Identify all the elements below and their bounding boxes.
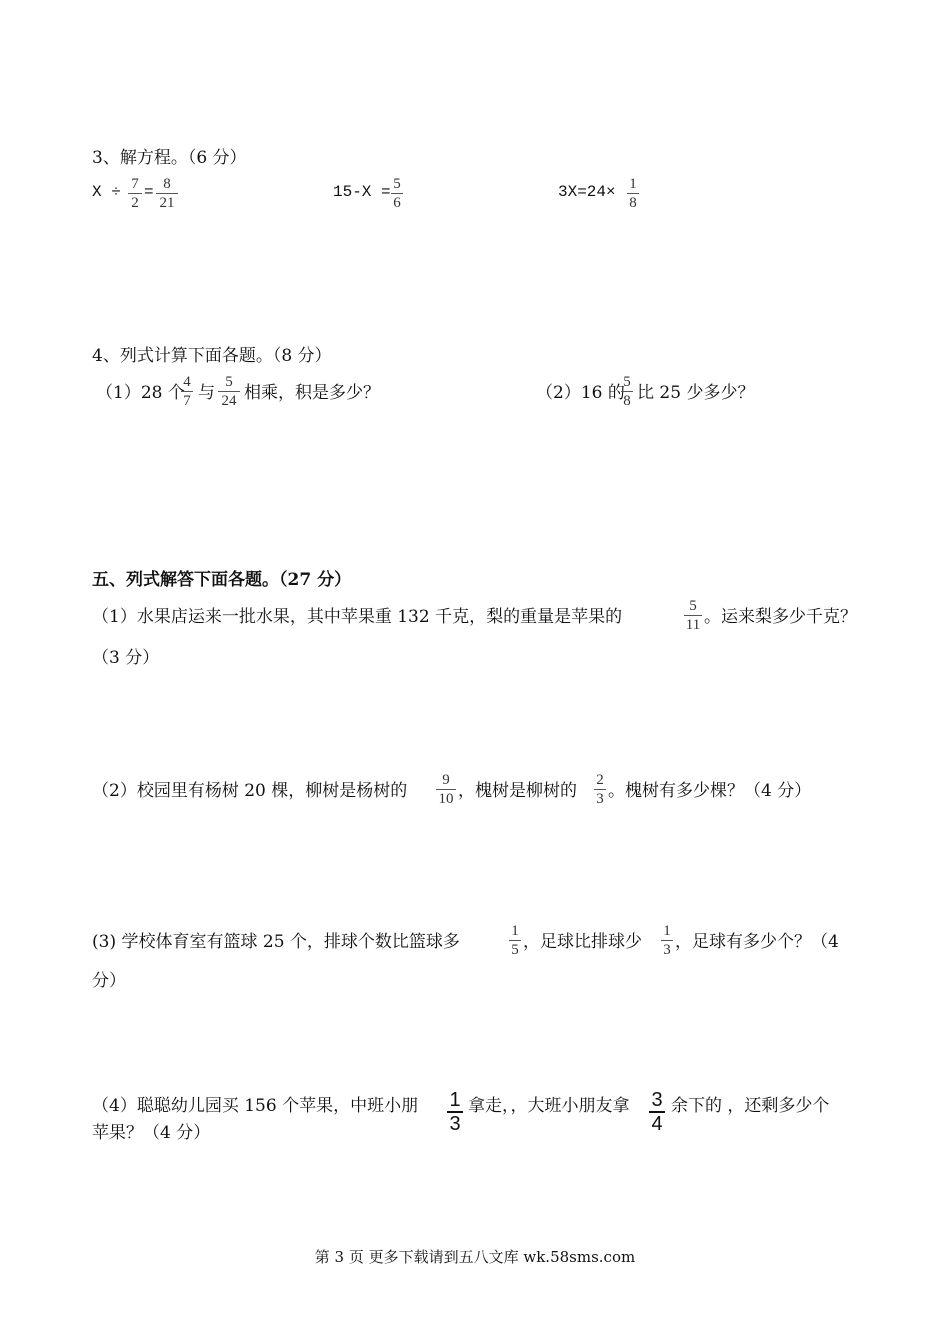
fraction-1-8: 1 8 bbox=[627, 176, 639, 211]
problem-5-3-text-a: (3) 学校体育室有篮球 25 个，排球个数比篮球多 bbox=[92, 932, 460, 952]
fraction-8-21: 8 21 bbox=[156, 176, 178, 211]
problem-5-2-text-c: 。槐树有多少棵？（4 分） bbox=[608, 781, 812, 801]
fraction-1-3-handwritten: 1 3 bbox=[447, 1090, 463, 1134]
problem-5-4-text-c: 余下的 ，还剩多少个 bbox=[671, 1096, 830, 1116]
question-4-1-text-a: （1）28 个 bbox=[96, 383, 185, 403]
fraction-5-8: 5 8 bbox=[621, 374, 633, 409]
fraction-2-3: 2 3 bbox=[594, 772, 606, 807]
question-4-1-text-b: 与 bbox=[198, 383, 215, 403]
problem-5-1-text-b: 。运来梨多少千克？ bbox=[704, 607, 857, 627]
fraction-1-3: 1 3 bbox=[661, 923, 673, 958]
fraction-5-6: 5 6 bbox=[391, 176, 403, 211]
problem-5-3-text-c: ，足球有多少个？（4 bbox=[675, 932, 839, 952]
fraction-5-24: 5 24 bbox=[218, 374, 240, 409]
equation-1-lhs: X ÷ bbox=[92, 183, 121, 201]
problem-5-4-text-b: 拿走，，大班小朋友拿 bbox=[468, 1096, 630, 1116]
problem-5-1-text-a: （1）水果店运来一批水果，其中苹果重 132 千克，梨的重量是苹果的 bbox=[92, 607, 623, 627]
section-4-title: 4、列式计算下面各题。（8 分） bbox=[92, 346, 332, 366]
problem-5-4-text-line2: 苹果？（4 分） bbox=[92, 1123, 211, 1143]
problem-5-2-text-b: ，槐树是柳树的 bbox=[458, 781, 577, 801]
problem-5-3-score: 分） bbox=[92, 971, 126, 991]
section-3-title: 3、解方程。（6 分） bbox=[92, 148, 247, 168]
equation-3-lhs: 3X=24× bbox=[558, 183, 616, 201]
problem-5-4-text-a: （4）聪聪幼儿园买 156 个苹果，中班小朋 bbox=[92, 1096, 419, 1116]
page-footer: 第 3 页 更多下载请到五八文库 wk.58sms.com bbox=[314, 1248, 636, 1266]
fraction-4-7: 4 7 bbox=[181, 374, 193, 409]
question-4-2-text-b: 比 25 少多少？ bbox=[637, 383, 755, 403]
fraction-7-2: 7 2 bbox=[128, 176, 142, 211]
question-4-2-text-a: （2）16 的 bbox=[536, 383, 625, 403]
equation-1-equals: = bbox=[144, 183, 154, 201]
problem-5-2-text-a: （2）校园里有杨树 20 棵，柳树是杨树的 bbox=[92, 781, 408, 801]
equation-2-lhs: 15-X = bbox=[333, 183, 391, 201]
problem-5-3-text-b: ，足球比排球少 bbox=[523, 932, 642, 952]
fraction-5-11: 5 11 bbox=[685, 598, 701, 633]
fraction-1-5: 1 5 bbox=[509, 923, 521, 958]
section-5-title: 五、列式解答下面各题。（27 分） bbox=[92, 570, 352, 590]
fraction-9-10: 9 10 bbox=[436, 772, 456, 807]
problem-5-1-score: （3 分） bbox=[92, 648, 160, 668]
question-4-1-text-c: 相乘，积是多少？ bbox=[244, 383, 380, 403]
fraction-3-4-handwritten: 3 4 bbox=[649, 1090, 665, 1134]
